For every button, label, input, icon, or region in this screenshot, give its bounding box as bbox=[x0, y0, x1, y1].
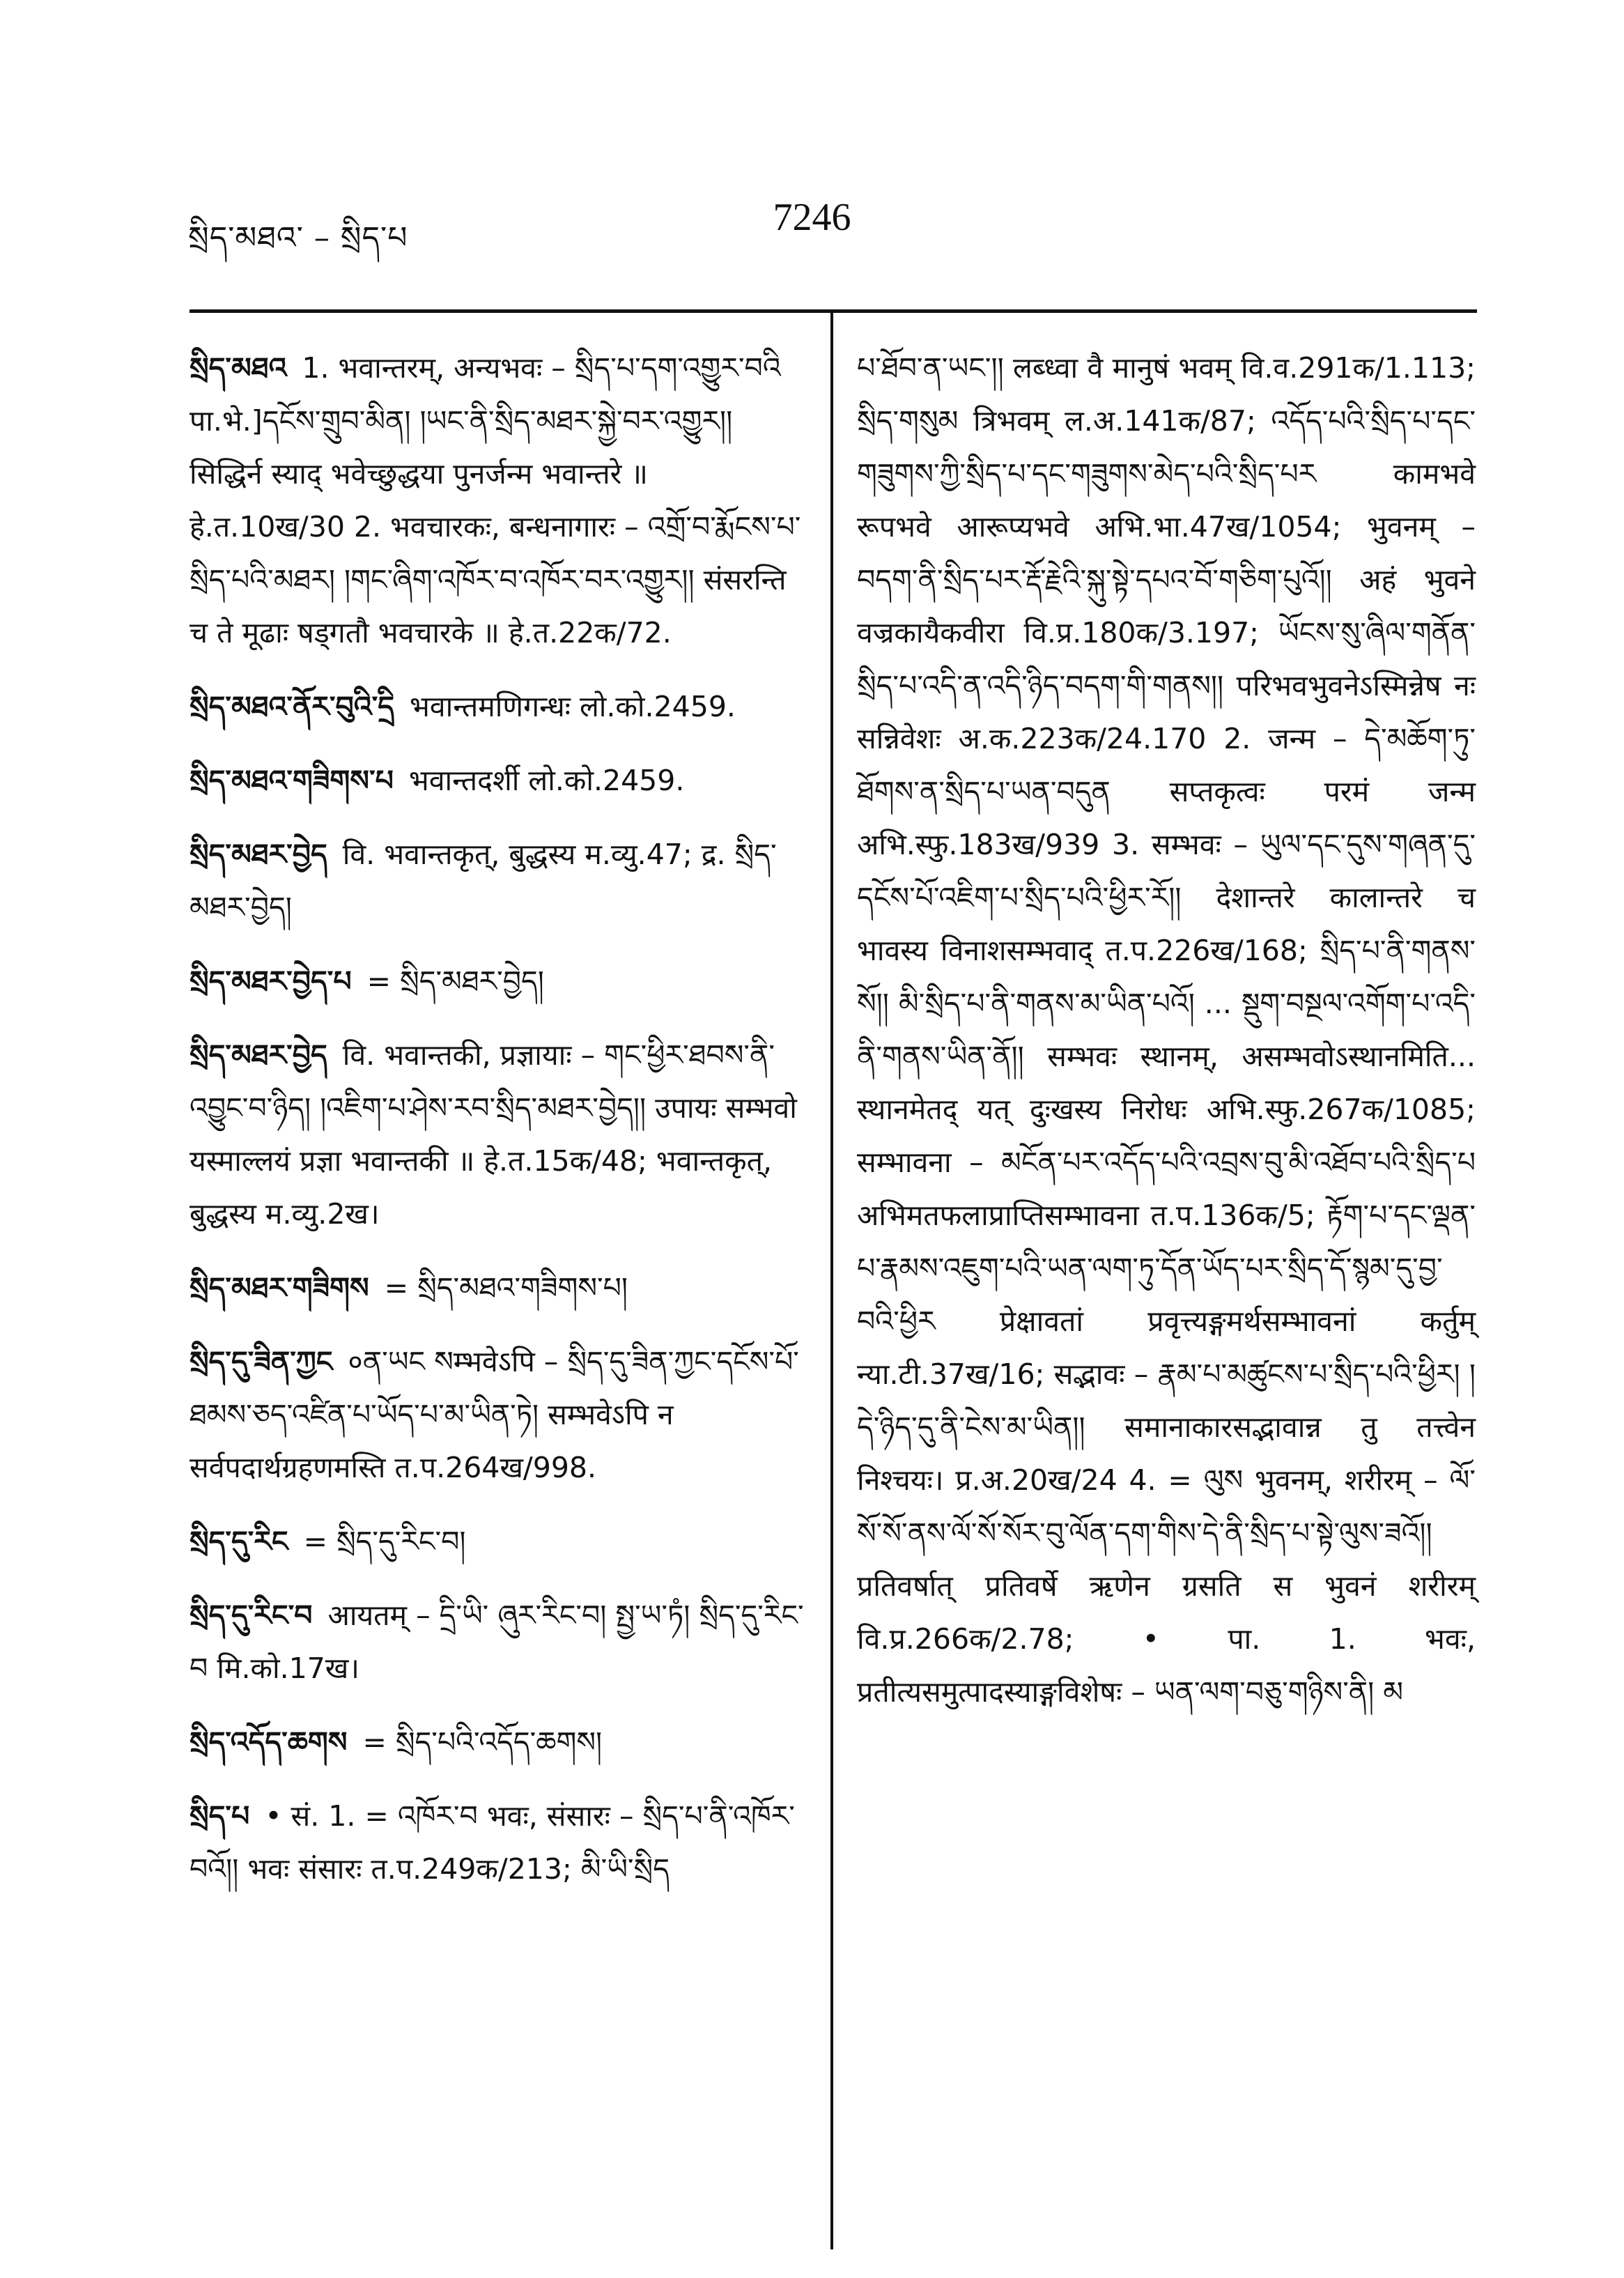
running-head: སྲིད་མཐའ་ – སྲིད་པ bbox=[188, 220, 408, 256]
entry bbox=[190, 341, 810, 659]
entry bbox=[190, 680, 810, 733]
entry bbox=[190, 754, 810, 807]
entry-body: = སྲིད་མཐའ་གཟིགས་པ། bbox=[384, 1271, 628, 1305]
entry-body: • सं. 1. = འཁོར་བ भवः, संसारः – སྲིད་པ་ནི་འཁོར་བའོ།། भवः संसारः त.प.249क/213; མི་ཡི་སྲིད bbox=[190, 1799, 795, 1886]
entry-body: 1. भवान्तरम्, अन्यभवः – སྲིད་པ་དག་འགྱུར་བའི पा.भे.]དངོས་གྲུབ་མིན། །ཡང་ནི་སྲིད་མཐར་སྐྱེ་བར་འགྱུར།། सिद्धिर्न स्याद् भवेच्छुद्धया पुनर्जन्म भवान्तरे ॥ हे.त.10ख/30 2. भवचारकः, बन्धनागारः – འགྲོ་བ་རྨོངས་པ་སྲིད་པའི་མཐར། །གང་ཞིག་འཁོར་བ་འཁོར་བར་འགྱུར།། संसरन्ति च ते मूढाः षड्गतौ भवचारके ॥ हे.त.22क/72. bbox=[190, 351, 801, 649]
entry bbox=[190, 1515, 810, 1568]
entry bbox=[190, 828, 810, 934]
entry-headword: སྲིད་མཐར་གཟིགས bbox=[190, 1271, 369, 1305]
entry bbox=[190, 1029, 810, 1240]
entry-headword: སྲིད་མཐར་བྱེད bbox=[190, 838, 327, 871]
entry bbox=[190, 1589, 810, 1695]
entry bbox=[190, 955, 810, 1008]
entry-headword: སྲིད་དུ་རིང་བ bbox=[190, 1599, 313, 1632]
entry-body: वि. भवान्तकृत्, बुद्धस्य म.व्यु.47; द्र. སྲིད་མཐར་བྱེད། bbox=[190, 838, 777, 924]
entry-headword: སྲིད་མཐའ bbox=[190, 351, 287, 385]
entry-body: = སྲིད་པའི་འདོད་ཆགས། bbox=[362, 1725, 603, 1759]
entry-headword: སྲིད་འདོད་ཆགས bbox=[190, 1725, 348, 1759]
header-rule bbox=[190, 309, 1477, 313]
entry-headword: སྲིད་པ bbox=[190, 1799, 250, 1833]
entry-headword: སྲིད་དུ་ཟིན་ཀྱང bbox=[190, 1345, 333, 1378]
entry-body: = སྲིད་དུ་རིང་བ། bbox=[303, 1525, 466, 1558]
entry bbox=[190, 1716, 810, 1769]
entry bbox=[190, 1335, 810, 1494]
left-column bbox=[190, 341, 810, 1916]
entry-body: वि. भवान्तकी, प्रज्ञायाः – གང་ཕྱིར་ཐབས་ནི་འབྱུང་བ་ཉིད། །འཇིག་པ་ཤེས་རབ་སྲིད་མཐར་བྱེད།། उपायः सम्भवो यस्माल्लयं प्रज्ञा भवान्तकी ॥ हे.त.15क/48; भवान्तकृत्, बुद्धस्य म.व्यु.2ख। bbox=[190, 1038, 797, 1231]
entry bbox=[190, 1261, 810, 1314]
entry-headword: སྲིད་མཐའ་གཟིགས་པ bbox=[190, 764, 394, 797]
continued-entry-text: པ་ཐོབ་ན་ཡང༌།། लब्ध्वा वै मानुषं भवम् वि.व.291क/1.113; སྲིད་གསུམ त्रिभवम् ल.अ.141क/87; འདོད་པའི་སྲིད་པ་དང་གཟུགས་ཀྱི་སྲིད་པ་དང་གཟུགས་མེད་པའི་སྲིད་པར कामभवे रूपभवे आरूप्यभवे अभि.भा.47ख/1054; भुवनम् – བདག་ནི་སྲིད་པར་རྡོ་རྗེའི་སྐུ་སྟེ་དཔའ་བོ་གཅིག་པུའོ།། अहं भुवने वज्रकायैकवीरा वि.प्र.180क/3.197; ཡོངས་སུ་ཞིལ་གནོན་སྲིད་པ་འདི་ན་འདི་ཉིད་བདག་གི་གནས།། परिभवभुवनेऽस्मिन्नेष नः सन्निवेशः अ.क.223क/24.170 2. जन्म – དེ་མཆོག་ཏུ་ཐོགས་ན་སྲིད་པ་ཡན་བདུན सप्तकृत्वः परमं जन्म अभि.स्फु.183ख/939 3. सम्भवः – ཡུལ་དང་དུས་གཞན་དུ་དངོས་པོ་འཇིག་པ་སྲིད་པའི་ཕྱིར་རོ།། देशान्तरे कालान्तरे च भावस्य विनाशसम्भवाद् त.प.226ख/168; སྲིད་པ་ནི་གནས་སོ།། མི་སྲིད་པ་ནི་གནས་མ་ཡིན་པའོ། ... སྡུག་བསྔལ་འགོག་པ་འདི་ནི་གནས་ཡིན་ནོ།། सम्भवः स्थानम्, असम्भवोऽस्थानमिति... स्थानमेतद् यत् दुःखस्य निरोधः अभि.स्फु.267क/1085; सम्भावना – མངོན་པར་འདོད་པའི་འབྲས་བུ་མི་འཐོབ་པའི་སྲིད་པ अभिमतफलाप्राप्तिसम्भावना त.प.136क/5; རྟོག་པ་དང་ལྡན་པ་རྣམས་འཇུག་པའི་ཡན་ལག་ཏུ་དོན་ཡོད་པར་སྲིད་དོ་སྙམ་དུ་བྱ་བའི་ཕྱིར प्रेक्षावतां प्रवृत्त्यङ्गमर्थसम्भावनां कर्तुम् न्या.टी.37ख/16; सद्भावः – རྣམ་པ་མཚུངས་པ་སྲིད་པའི་ཕྱིར། །དེ་ཉིད་དུ་ནི་ངེས་མ་ཡིན།། समानाकारसद्भावान्न तु तत्त्वेन निश्चयः। प्र.अ.20ख/24 4. = ལུས भुवनम्, शरीरम् – ལོ་སོ་སོ་ནས་ལོ་སོ་སོར་བུ་ལོན་དག་གིས་དེ་ནི་སྲིད་པ་སྟེ་ལུས་ཟའོ།། प्रतिवर्षात् प्रतिवर्षे ऋणेन ग्रसति स भुवनं शरीरम् वि.प्र.266क/2.78; • पा. 1. भवः, प्रतीत्यसमुत्पादस्याङ्गविशेषः – ཡན་ལག་བཅུ་གཉིས་ནི། མ bbox=[857, 351, 1476, 1709]
entry bbox=[190, 1790, 810, 1895]
right-column bbox=[857, 341, 1476, 1718]
entry-body: भवान्तदर्शी लो.को.2459. bbox=[408, 764, 685, 797]
entry-headword: སྲིད་མཐའ་ནོར་བུའི་དྲི bbox=[190, 690, 394, 723]
column-divider bbox=[830, 312, 833, 2249]
entry-headword: སྲིད་དུ་རིང bbox=[190, 1525, 288, 1558]
entry-body: = སྲིད་མཐར་བྱེད། bbox=[366, 964, 544, 998]
entry-headword: སྲིད་མཐར་བྱེད་པ bbox=[190, 964, 352, 998]
entry-body: ०ན་ཡང སम्भवेऽपि – སྲིད་དུ་ཟིན་ཀྱང་དངོས་པོ་ཐམས་ཅད་འཛིན་པ་ཡོད་པ་མ་ཡིན་ཏེ། सम्भवेऽपि न सर्वपदार्थग्रहणमस्ति त.प.264ख/998. bbox=[190, 1345, 799, 1484]
entry-body: भवान्तमणिगन्धः लो.को.2459. bbox=[409, 690, 736, 723]
page-number: 7246 bbox=[773, 196, 851, 239]
entry-body: आयतम् – དྲི་ཡི་ ཞུར་རིང་བ། སྤྱ་ཡ་ཏཾ། སྲིད་དུ་རིང་བ मि.को.17ख। bbox=[190, 1599, 804, 1685]
entry-headword: སྲིད་མཐར་བྱེད bbox=[190, 1038, 327, 1072]
